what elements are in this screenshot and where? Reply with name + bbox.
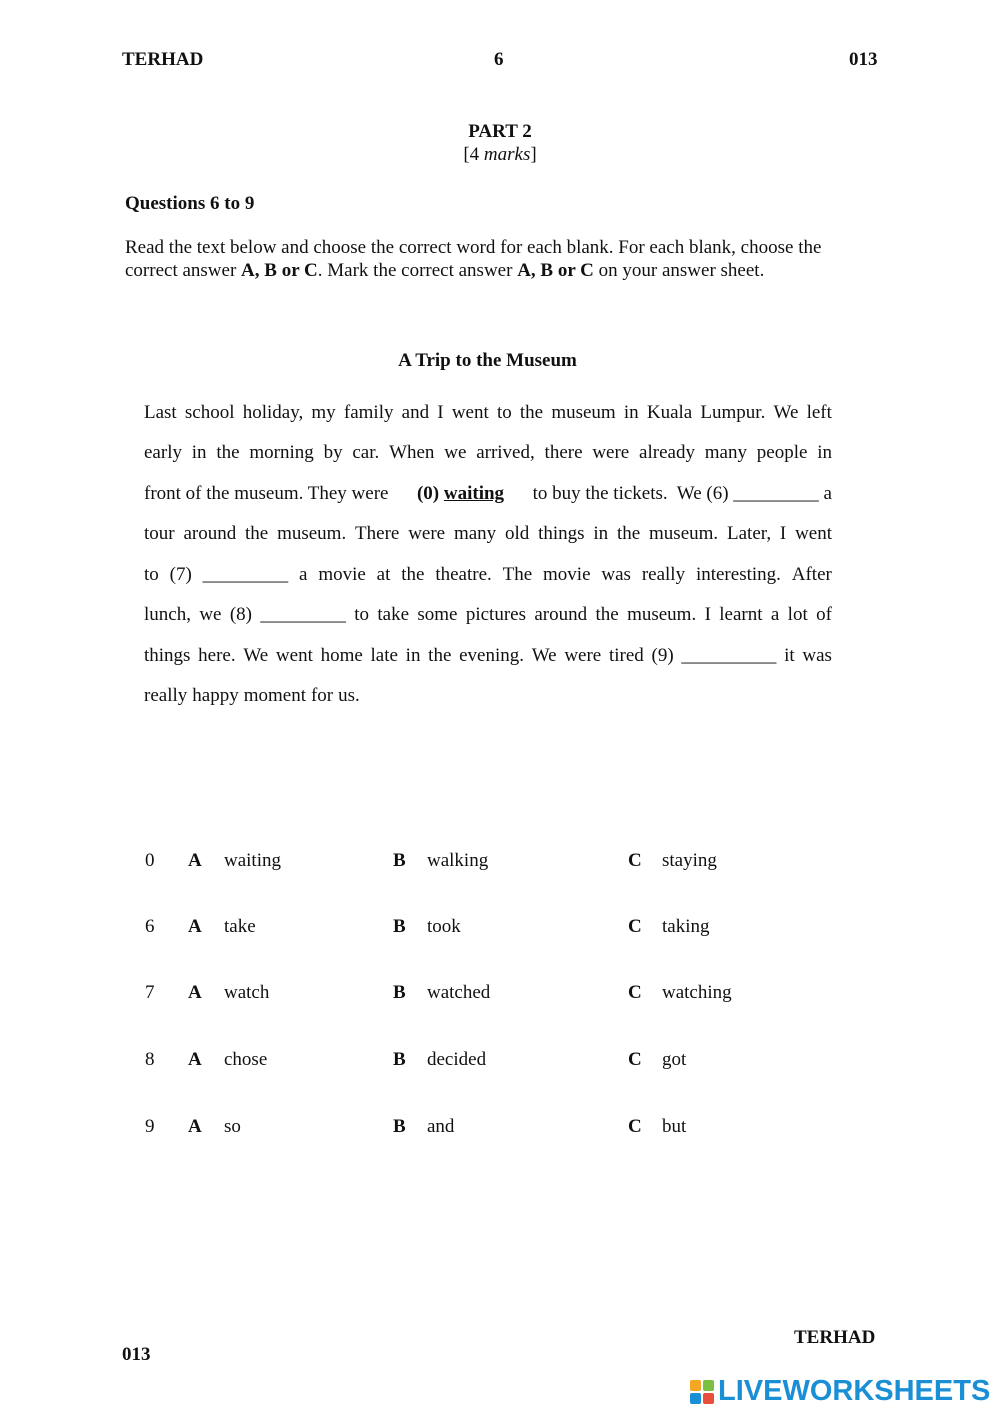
question-number: 8 xyxy=(145,1049,155,1070)
option-b[interactable]: walking xyxy=(427,850,489,871)
page-number: 6 xyxy=(494,49,504,70)
passage-word: was xyxy=(802,645,832,666)
footer-code: 013 xyxy=(122,1344,151,1365)
passage-word: family xyxy=(343,402,394,423)
passage-word: were xyxy=(408,523,446,544)
passage-line xyxy=(144,603,832,627)
passage-word: Kuala xyxy=(646,402,693,423)
passage-line xyxy=(144,563,832,587)
passage-word: left xyxy=(806,402,832,423)
passage-word: lunch, xyxy=(144,604,191,625)
passage-word: a xyxy=(299,564,308,585)
liveworksheets-logo[interactable] xyxy=(690,1375,990,1408)
passage-word: was xyxy=(601,564,631,585)
passage-word: my xyxy=(311,402,336,423)
passage-word: some xyxy=(417,604,458,625)
passage-word: movie xyxy=(543,564,591,585)
passage-word: After xyxy=(791,564,832,585)
passage-word: the xyxy=(595,604,619,625)
passage-word: of xyxy=(816,604,832,625)
option-letter-c: C xyxy=(628,1049,642,1070)
passage-word: interesting. xyxy=(695,564,781,585)
passage-word: arrived, xyxy=(476,442,535,463)
option-a[interactable]: chose xyxy=(224,1049,268,1070)
passage-word: happy xyxy=(192,685,239,706)
question-number: 9 xyxy=(145,1116,155,1137)
option-letter-a: A xyxy=(188,1116,202,1137)
passage-word: things xyxy=(144,645,191,666)
passage-word: really xyxy=(144,685,188,706)
option-letter-c: C xyxy=(628,1116,642,1137)
passage-word: in xyxy=(405,645,421,666)
question-number: 7 xyxy=(145,982,155,1003)
passage-word: I xyxy=(779,523,787,544)
passage-word: we xyxy=(199,604,222,625)
passage-word: to xyxy=(144,564,159,585)
passage-word: _________ xyxy=(260,604,346,625)
question-number: 0 xyxy=(145,850,155,871)
option-b[interactable]: watched xyxy=(427,982,491,1003)
option-letter-b: B xyxy=(393,1116,406,1137)
passage-line xyxy=(144,684,832,708)
passage-word: really xyxy=(641,564,686,585)
passage-word: for xyxy=(310,685,334,706)
passage-line-example xyxy=(144,482,832,506)
passage-word: the xyxy=(519,402,544,423)
passage-word: moment xyxy=(243,685,306,706)
passage-word: evening. xyxy=(459,645,525,666)
option-a[interactable]: waiting xyxy=(224,850,281,871)
passage-word: When xyxy=(389,442,435,463)
passage-word: holiday, xyxy=(242,402,304,423)
passage-word: old xyxy=(504,523,530,544)
passage-word: were xyxy=(564,645,602,666)
passage-word: pictures xyxy=(465,604,526,625)
header-code: 013 xyxy=(849,49,878,70)
passage-word: school xyxy=(184,402,235,423)
option-c[interactable]: watching xyxy=(662,982,732,1003)
passage-word: take xyxy=(377,604,410,625)
passage-word: in xyxy=(817,442,832,463)
passage-word: movie xyxy=(318,564,366,585)
option-letter-b: B xyxy=(393,916,406,937)
option-a[interactable]: watch xyxy=(224,982,270,1003)
passage-word: we xyxy=(444,442,467,463)
passage-word: home xyxy=(320,645,363,666)
passage-line xyxy=(144,522,832,546)
passage-word: the xyxy=(216,442,240,463)
passage-word: people xyxy=(756,442,808,463)
passage-word: many xyxy=(453,523,497,544)
passage-word: (9) xyxy=(651,645,674,666)
passage-word: to xyxy=(496,402,512,423)
option-c[interactable]: got xyxy=(662,1049,687,1070)
passage-word: early xyxy=(144,442,182,463)
passage-word: theatre. xyxy=(435,564,492,585)
option-letter-b: B xyxy=(393,850,406,871)
passage-word: around xyxy=(534,604,588,625)
passage-title: A Trip to the Museum xyxy=(398,350,577,371)
passage-word: a xyxy=(770,604,780,625)
passage-word: _________ xyxy=(202,564,289,585)
passage-word: in xyxy=(593,523,609,544)
passage-word: We xyxy=(531,645,557,666)
passage-word: The xyxy=(502,564,533,585)
passage-line xyxy=(144,401,832,425)
passage-word: went xyxy=(275,645,313,666)
passage-word: were xyxy=(592,442,630,463)
option-letter-b: B xyxy=(393,1049,406,1070)
passage-word: many xyxy=(704,442,747,463)
passage-word: __________ xyxy=(681,645,777,666)
part-title: PART 2 xyxy=(468,121,532,142)
option-b[interactable]: took xyxy=(427,916,461,937)
option-b[interactable]: decided xyxy=(427,1049,487,1070)
passage-word: the xyxy=(401,564,425,585)
passage-word: in xyxy=(623,402,639,423)
passage-word: Lumpur. xyxy=(700,402,766,423)
passage-word: morning xyxy=(249,442,314,463)
option-a[interactable]: take xyxy=(224,916,256,937)
option-letter-a: A xyxy=(188,1049,202,1070)
passage-word: it xyxy=(784,645,795,666)
passage-word: to xyxy=(354,604,369,625)
passage-word: tour xyxy=(144,523,175,544)
header-label-left: TERHAD xyxy=(122,49,204,70)
passage-word: there xyxy=(544,442,583,463)
passage-word: the xyxy=(616,523,641,544)
question-number: 6 xyxy=(145,916,155,937)
passage-word: and xyxy=(401,402,430,423)
passage-word: (7) xyxy=(169,564,192,585)
passage-word: museum. xyxy=(627,604,697,625)
passage-word: went xyxy=(795,523,832,544)
passage-word: already xyxy=(639,442,695,463)
passage-word: (8) xyxy=(229,604,252,625)
part-marks: [4 marks] xyxy=(463,144,537,165)
passage-word: museum. xyxy=(649,523,719,544)
passage-word: around xyxy=(183,523,237,544)
option-letter-c: C xyxy=(628,982,642,1003)
passage-word: lot xyxy=(787,604,808,625)
passage-word: things xyxy=(538,523,585,544)
passage-word: tired xyxy=(608,645,644,666)
passage-word: We xyxy=(243,645,269,666)
option-letter-a: A xyxy=(188,850,202,871)
option-letter-c: C xyxy=(628,850,642,871)
option-a[interactable]: so xyxy=(224,1116,241,1137)
passage-word: museum xyxy=(551,402,616,423)
passage-word: Last xyxy=(144,402,177,423)
passage-word: here. xyxy=(198,645,236,666)
option-letter-c: C xyxy=(628,916,642,937)
passage-word: museum. xyxy=(277,523,347,544)
passage-word: Later, xyxy=(727,523,772,544)
option-c[interactable]: taking xyxy=(662,916,710,937)
passage-line-post: to buy the tickets. We (6) _________ a xyxy=(532,483,832,504)
passage-word: I xyxy=(704,604,711,625)
passage-word: late xyxy=(370,645,398,666)
passage-word: There xyxy=(355,523,400,544)
footer-label: TERHAD xyxy=(794,1327,876,1348)
option-letter-a: A xyxy=(188,982,202,1003)
passage-word: at xyxy=(376,564,391,585)
passage-line xyxy=(144,644,832,668)
passage-word: We xyxy=(773,402,799,423)
passage-line-pre: front of the museum. They were xyxy=(144,483,389,504)
passage-word: by xyxy=(323,442,343,463)
option-c[interactable]: staying xyxy=(662,850,717,871)
brand-name: LIVEWORKSHEETS xyxy=(718,1375,991,1407)
passage-word: car. xyxy=(352,442,380,463)
passage-word: us. xyxy=(338,685,360,706)
passage-word: went xyxy=(451,402,489,423)
passage-word: learnt xyxy=(719,604,763,625)
passage-word: I xyxy=(437,402,444,423)
questions-heading: Questions 6 to 9 xyxy=(125,193,255,214)
example-answer: (0) waiting xyxy=(416,483,505,504)
passage-word: the xyxy=(428,645,452,666)
passage-line xyxy=(144,441,832,465)
passage-word: the xyxy=(245,523,269,544)
option-letter-b: B xyxy=(393,982,406,1003)
instructions: Read the text below and choose the correct word for each blank. For each blank, choose the correct answer A, B or C. Mark the correct answer A, B or C on your answer sheet. xyxy=(125,237,822,281)
option-c[interactable]: but xyxy=(662,1116,687,1137)
passage-word: in xyxy=(191,442,207,463)
option-b[interactable]: and xyxy=(427,1116,455,1137)
option-letter-a: A xyxy=(188,916,202,937)
brand-logo-icon xyxy=(690,1380,714,1404)
